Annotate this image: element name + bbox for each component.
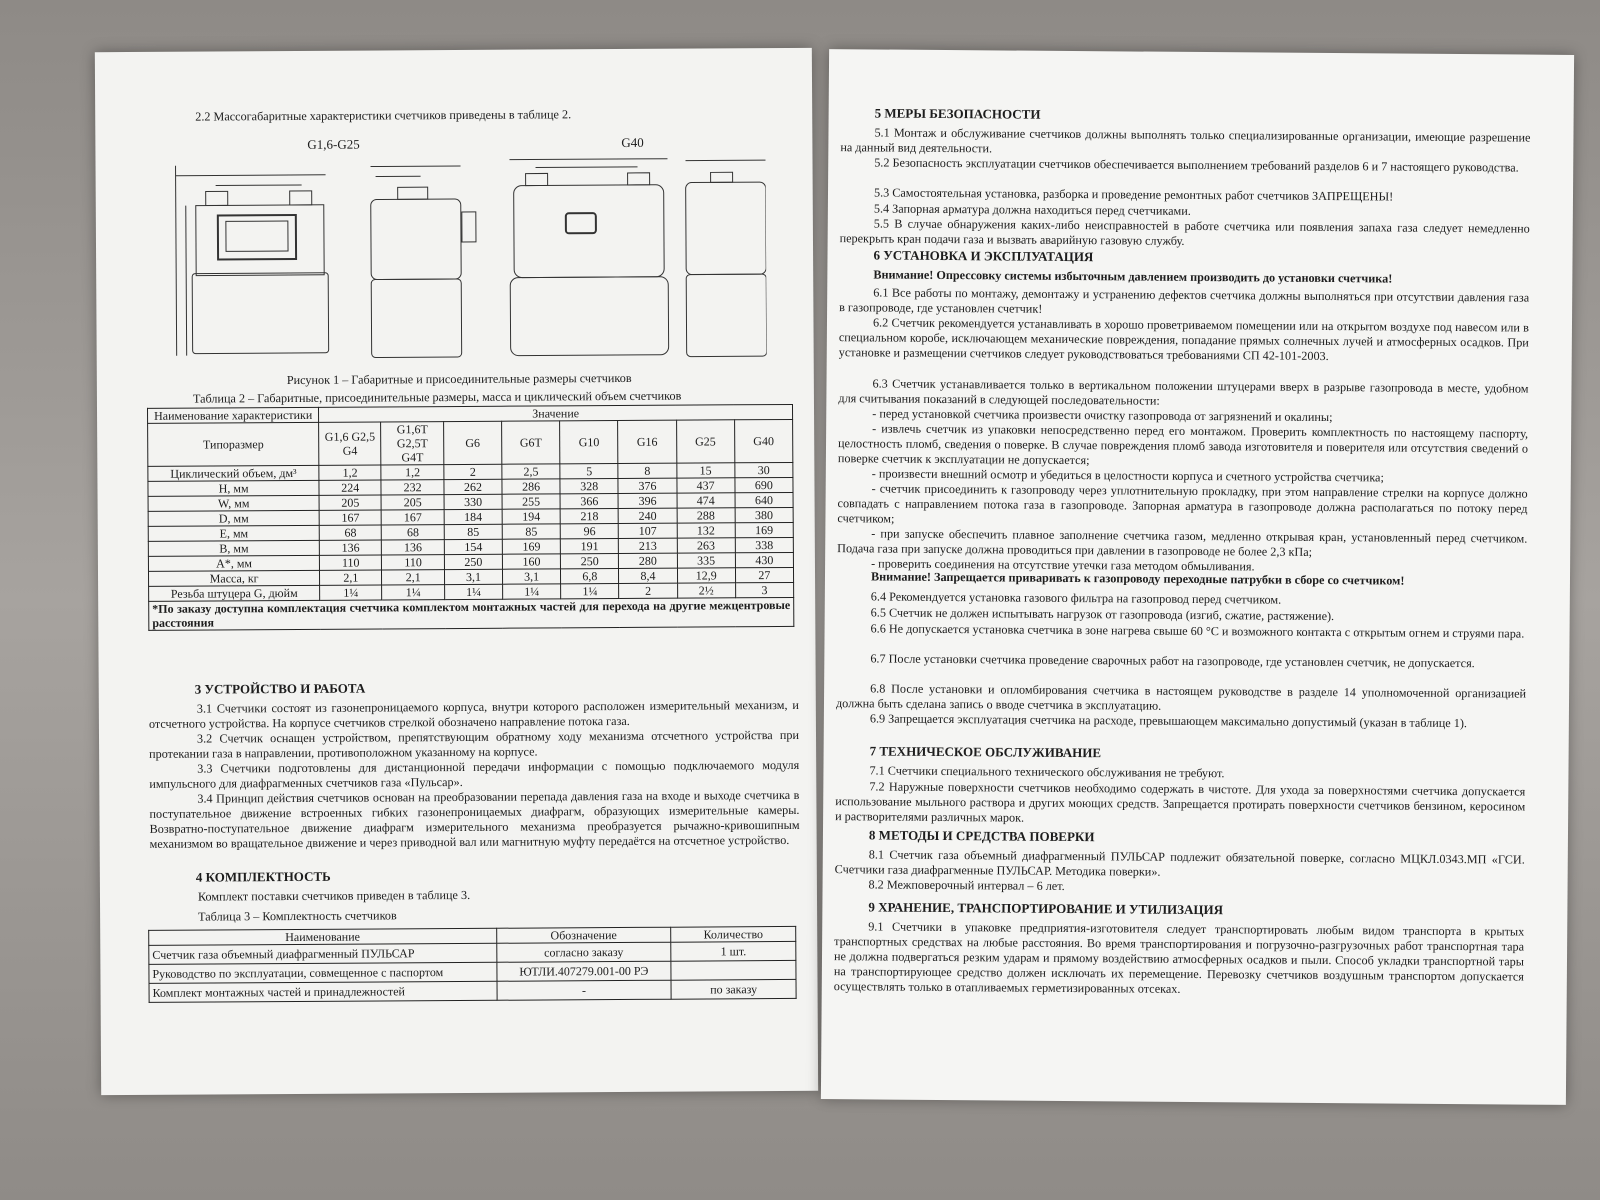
- section-9-1: 9.1 Счетчики в упаковке предприятия-изготовителя следует транспортировать любым видом транспорта в крытых транспортных средствах на любые расстояния. Во время транспортирования и погрузочно-разгрузочных работ транспортная тара не должна подвергаться резким ударам и прямому воздействию атмосферных осадков и пыли. Способ укладки транспортной тары на транспортирующее средство должен исключать их перемещение. Перевозку счетчиков воздушным транспортом допускается осуществлять только в отапливаемых герметизированных отсеках.: [833, 919, 1525, 996]
- section-6-6: 6.6 Не допускается установка счетчика в зоне нагрева свыше 60 °С и возможного контакта с открытым огнем и струями пара.: [870, 621, 1525, 641]
- table-2-cell: 169: [735, 522, 793, 537]
- table-2-cell: 1¼: [382, 585, 445, 600]
- table-2-cell: 437: [676, 478, 734, 493]
- table-2-cell: 3: [735, 582, 793, 597]
- table-2-row-label: Масса, кг: [148, 570, 319, 586]
- section-2-2-intro: 2.2 Массогабаритные характеристики счетчиков приведены в таблице 2.: [195, 107, 572, 124]
- table-2-cell: 335: [677, 553, 735, 568]
- section-5-1: 5.1 Монтаж и обслуживание счетчиков должны выполнять только специализированные организации, имеющие разрешение на данный вид деятельности.: [840, 125, 1531, 156]
- table-2-cell: 1¼: [445, 584, 503, 599]
- table-2-type-cell: G1,6 G2,5 G4: [319, 422, 381, 465]
- table-2-cell: 107: [619, 523, 677, 538]
- left-page: [95, 48, 818, 1095]
- table-2-cell: 85: [502, 524, 560, 539]
- table-2-cell: 474: [677, 493, 735, 508]
- table-2-cell: 136: [320, 540, 382, 555]
- table-2-cell: 1,2: [319, 465, 381, 480]
- section-6-warning-2: Внимание! Запрещается приваривать к газопроводу переходные патрубки в сборе со счетчиком!: [870, 569, 1405, 588]
- table-2-cell: 12,9: [677, 568, 735, 583]
- table-3-header: Количество: [671, 926, 796, 942]
- table-2-cell: 2½: [677, 583, 735, 598]
- table-2-cell: 330: [444, 494, 502, 509]
- section-6-9: 6.9 Запрещается эксплуатация счетчика на расходе, превышающем максимально допустимый (указан в таблице 1).: [869, 711, 1468, 731]
- table-2-cell: 30: [735, 462, 793, 477]
- table-2-cell: 380: [735, 507, 793, 522]
- table-2-cell: 27: [735, 567, 793, 582]
- section-5-5: 5.5 В случае обнаружения каких-либо неисправностей в работе счетчика или появления запаха газа следует немедленно перекрыть кран подачи газа и вызвать аварийную газовую службу.: [839, 216, 1530, 248]
- table-2-cell: 690: [735, 477, 793, 492]
- table-2-cell: 280: [619, 553, 677, 568]
- table-2-type-label: Типоразмер: [148, 422, 319, 466]
- section-5-4: 5.4 Запорная арматура должна находиться перед счетчиками.: [873, 201, 1191, 218]
- table-2-cell: 110: [320, 555, 382, 570]
- table-2-cell: 224: [319, 480, 381, 495]
- table-2-type-cell: G40: [734, 419, 792, 462]
- section-7-2: 7.2 Наружные поверхности счетчиков необходимо содержать в чистоте. Для ухода за поверхностями счетчика допускается использование мыльного раствора и других моющих средств. Запрещается протирать поверхности счетчиков бензином, керосином и растворителями различных марок.: [835, 779, 1526, 825]
- table-3-cell: -: [497, 980, 672, 1000]
- section-8-1: 8.1 Счетчик газа объемный диафрагменный ПУЛЬСАР подлежит обязательной поверке, согласно МЦКЛ.0343.МП «ГСИ. Счетчики газа диафрагменные ПУЛЬСАР. Методика поверки».: [834, 847, 1525, 879]
- table-2-cell: 85: [444, 524, 502, 539]
- right-page: [821, 49, 1574, 1105]
- section-6-5: 6.5 Счетчик не должен испытывать нагрузок от газопровода (изгиб, сжатие, растяжение).: [870, 605, 1335, 624]
- list-item: - извлечь счетчик из упаковки непосредственно перед его монтажом. Проверить комплектность по настоящему паспорту, целостность пломб, сведения о поверке. В случае повреждения пломб завода изготовителя и поверителя или отсутствия сведений о поверке счетчик к эксплуатации не допускается;: [837, 421, 1529, 468]
- table-2-cell: 8: [618, 463, 676, 478]
- table-2-cell: 288: [677, 508, 735, 523]
- table-2-type-cell: G16: [618, 420, 676, 463]
- table-2-cell: 5: [560, 464, 618, 479]
- table-2-cell: 1¼: [503, 584, 561, 599]
- figure-label-g1-g25: G1,6-G25: [307, 136, 360, 152]
- section-3-1: 3.1 Счетчики состоят из газонепроницаемого корпуса, внутри которого расположен измерительный механизм, и отсчетного устройства. На корпусе счетчиков стрелкой обозначено направление потока газа.: [148, 697, 799, 731]
- table-2-footnote: *По заказу доступна комплектация счетчика комплектом монтажных частей для перехода на другие межцентровые расстояния: [149, 597, 794, 630]
- table-2-cell: 194: [502, 509, 560, 524]
- section-7-title: 7 ТЕХНИЧЕСКОЕ ОБСЛУЖИВАНИЕ: [869, 743, 1102, 761]
- figure-caption: Рисунок 1 – Габаритные и присоединительные размеры счетчиков: [286, 370, 632, 388]
- table-2-row-label: H, мм: [148, 480, 319, 496]
- table-3-cell: по заказу: [671, 979, 796, 999]
- table-2-row-label: Циклический объем, дм³: [148, 465, 319, 481]
- section-7-1: 7.1 Счетчики специального технического обслуживания не требуют.: [869, 763, 1225, 781]
- table-2-cell: 205: [319, 495, 381, 510]
- table-2-caption: Таблица 2 – Габаритные, присоединительные размеры, масса и циклический объем счетчиков: [192, 388, 682, 406]
- table-2-row-label: Резьба штуцера G, дюйм: [149, 585, 320, 601]
- table-2-cell: 366: [560, 494, 618, 509]
- table-2-dimensions: [147, 404, 794, 631]
- table-2-cell: 167: [381, 510, 444, 525]
- table-2-cell: 232: [381, 480, 444, 495]
- section-6-8: 6.8 После установки и опломбирования счетчика в настоящем руководстве в разделе 14 уполномоченной организацией должна быть сделана запись о вводе счетчика в эксплуатацию.: [835, 681, 1527, 713]
- list-item: - счетчик присоединить к газопроводу через уплотнительную прокладку, при этом направление стрелки на корпусе должно совпадать с направлением потока газа в газопроводе. Запорная арматура в газопроводе должна располагаться по потоку перед счетчиком;: [837, 481, 1528, 526]
- list-item: - проверить соединения на отсутствие утечки газа методом обмыливания.: [871, 556, 1255, 574]
- table-2-cell: 262: [444, 479, 502, 494]
- section-3-title: 3 УСТРОЙСТВО И РАБОТА: [194, 680, 366, 697]
- table-2-cell: 167: [319, 510, 381, 525]
- table-2-cell: 1¼: [320, 585, 382, 600]
- section-5-2: 5.2 Безопасность эксплуатации счетчиков обеспечивается выполнением требований разделов 6 и 7 настоящего руководства.: [874, 155, 1519, 175]
- table-2-cell: 154: [444, 539, 502, 554]
- table-2-cell: 160: [502, 554, 560, 569]
- table-2-row-label: E, мм: [148, 525, 319, 541]
- table-2-type-cell: G25: [676, 420, 734, 463]
- table-3-cell: Комплект монтажных частей и принадлежностей: [149, 981, 497, 1002]
- table-2-cell: 96: [560, 524, 618, 539]
- list-item: - при запуске обеспечить плавное заполнение счетчика газом, медленно открывая кран, установленный перед счетчиком. Подача газа при запуске должна проводиться при давлении в газопроводе не более 2,3 кПа;: [837, 526, 1528, 559]
- table-2-cell: 68: [382, 525, 445, 540]
- meter-dimension-drawing: [165, 152, 766, 366]
- table-2-cell: 218: [560, 509, 618, 524]
- table-2-cell: 6,8: [561, 569, 619, 584]
- table-3-cell: [671, 960, 796, 980]
- table-3-cell: ЮТЛИ.407279.001-00 РЭ: [497, 961, 672, 981]
- table-2-cell: 213: [619, 538, 677, 553]
- section-3-4: 3.4 Принцип действия счетчиков основан на преобразовании перепада давления газа на входе и выходе счетчика в поступательное движение встроенных гибких газонепроницаемых диафрагм, образующих измерительные камеры. Возвратно-поступательное движение диафрагм измерительного механизма преобразуется рычажно-кривошипным механизмом во вращательное движение и через приводной вал или магнитную муфту передаётся на отсчетное устройство.: [149, 787, 800, 851]
- table-2-cell: 3,1: [444, 569, 502, 584]
- table-2-cell: 255: [502, 494, 560, 509]
- table-2-cell: 430: [735, 552, 793, 567]
- table-3-header: Обозначение: [496, 927, 671, 943]
- section-6-title: 6 УСТАНОВКА И ЭКСПЛУАТАЦИЯ: [873, 247, 1094, 265]
- table-2-cell: 15: [676, 463, 734, 478]
- table-2-cell: 640: [735, 492, 793, 507]
- table-2-cell: 184: [444, 509, 502, 524]
- section-6-warning-1: Внимание! Опрессовку системы избыточным давлением производить до установки счетчика!: [873, 267, 1393, 286]
- table-3-completeness: [148, 926, 796, 1003]
- table-2-cell: 169: [502, 539, 560, 554]
- table-2-cell: 250: [561, 554, 619, 569]
- section-8-title: 8 МЕТОДЫ И СРЕДСТВА ПОВЕРКИ: [868, 827, 1095, 845]
- section-6-3: 6.3 Счетчик устанавливается только в вертикальном положении штуцерами вверх в разрыве газопровода в месте, удобном для считывания показаний в следующей последовательности:: [838, 376, 1529, 408]
- table-2-cell: 1,2: [381, 465, 444, 480]
- table-2-cell: 286: [502, 479, 560, 494]
- table-2-cell: 2: [619, 583, 677, 598]
- table-3-cell: 1 шт.: [671, 941, 796, 961]
- table-2-head-name: Наименование характеристики: [147, 407, 318, 423]
- table-2-cell: 3,1: [502, 569, 560, 584]
- table-row: [149, 979, 796, 1002]
- table-2-cell: 205: [381, 495, 444, 510]
- table-2-type-cell: G6: [444, 421, 502, 464]
- table-2-cell: 8,4: [619, 568, 677, 583]
- table-2-cell: 376: [618, 478, 676, 493]
- list-item: - произвести внешний осмотр и убедиться в целостности корпуса и счетного устройства счетчика;: [871, 466, 1384, 485]
- section-3-2: 3.2 Счетчик оснащен устройством, препятствующим обратному ходу механизма отсчетного устройства при протекании газа в направлении, противоположном указанному на корпусе.: [149, 727, 800, 761]
- section-5-3: 5.3 Самостоятельная установка, разборка и проведение ремонтных работ счетчиков ЗАПРЕЩЕНЫ!: [873, 185, 1394, 204]
- section-8-2: 8.2 Межповерочный интервал – 6 лет.: [868, 877, 1065, 893]
- table-2-cell: 68: [319, 525, 381, 540]
- section-3-3: 3.3 Счетчики подготовлены для дистанционной передачи информации с помощью подключаемого модуля импульсного для диафрагменных счетчиков газа «Пульсар».: [149, 757, 800, 791]
- section-6-1: 6.1 Все работы по монтажу, демонтажу и устранению дефектов счетчика должны выполняться при отсутствии давления газа в газопроводе, где установлен счетчик!: [839, 285, 1530, 316]
- section-6-2: 6.2 Счетчик рекомендуется устанавливать в хорошо проветриваемом помещении или на открытом воздухе под навесом или в специальном коробе, исключающем механические повреждения, попадание прямых солнечных лучей и атмосферных осадков. При установке и размещении счетчиков следует руководствоваться требованиями СП 42-101-2003.: [838, 315, 1530, 364]
- table-2-type-cell: G1,6T G2,5T G4T: [381, 422, 444, 465]
- table-2-head-value: Значение: [319, 404, 793, 422]
- table-2-cell: 1¼: [561, 584, 619, 599]
- section-4-title: 4 КОМПЛЕКТНОСТЬ: [195, 868, 331, 885]
- table-2-cell: 136: [382, 540, 445, 555]
- table-2-cell: 240: [619, 508, 677, 523]
- section-4-text: Комплект поставки счетчиков приведен в таблице 3.: [197, 887, 471, 904]
- table-3-cell: Руководство по эксплуатации, совмещенное с паспортом: [149, 962, 497, 983]
- section-5-title: 5 МЕРЫ БЕЗОПАСНОСТИ: [874, 105, 1041, 122]
- table-2-cell: 110: [382, 555, 445, 570]
- table-3-cell: Счетчик газа объемный диафрагменный ПУЛЬСАР: [149, 943, 497, 964]
- section-6-7: 6.7 После установки счетчика проведение сварочных работ на газопроводе, где установлен счетчик, не допускается.: [870, 651, 1475, 671]
- table-2-cell: 132: [677, 523, 735, 538]
- list-item: - перед установкой счетчика произвести очистку газопровода от загрязнений и окалины;: [872, 406, 1333, 425]
- section-9-title: 9 ХРАНЕНИЕ, ТРАНСПОРТИРОВАНИЕ И УТИЛИЗАЦИЯ: [868, 899, 1224, 918]
- table-2-cell: 2,1: [382, 570, 445, 585]
- table-2-cell: 2,5: [502, 464, 560, 479]
- table-2-cell: 263: [677, 538, 735, 553]
- table-2-cell: 191: [561, 539, 619, 554]
- section-6-3-list: [837, 406, 1528, 576]
- table-2-cell: 396: [618, 493, 676, 508]
- table-2-cell: 250: [444, 554, 502, 569]
- table-2-cell: 2: [444, 464, 502, 479]
- table-2-cell: 2,1: [320, 570, 382, 585]
- table-2-row-label: A*, мм: [148, 555, 319, 571]
- table-3-cell: согласно заказу: [496, 942, 671, 962]
- table-2-type-cell: G10: [560, 421, 618, 464]
- table-3-caption: Таблица 3 – Комплектность счетчиков: [198, 908, 397, 924]
- table-3-header: Наименование: [149, 928, 497, 945]
- table-2-type-cell: G6T: [502, 421, 561, 464]
- table-2-row-label: W, мм: [148, 495, 319, 511]
- table-2-row-label: B, мм: [148, 540, 319, 556]
- table-2-row-label: D, мм: [148, 510, 319, 526]
- figure-label-g40: G40: [621, 134, 644, 150]
- table-2-cell: 328: [560, 479, 618, 494]
- section-6-4: 6.4 Рекомендуется установка газового фильтра на газопровод перед счетчиком.: [870, 589, 1282, 607]
- table-2-cell: 338: [735, 537, 793, 552]
